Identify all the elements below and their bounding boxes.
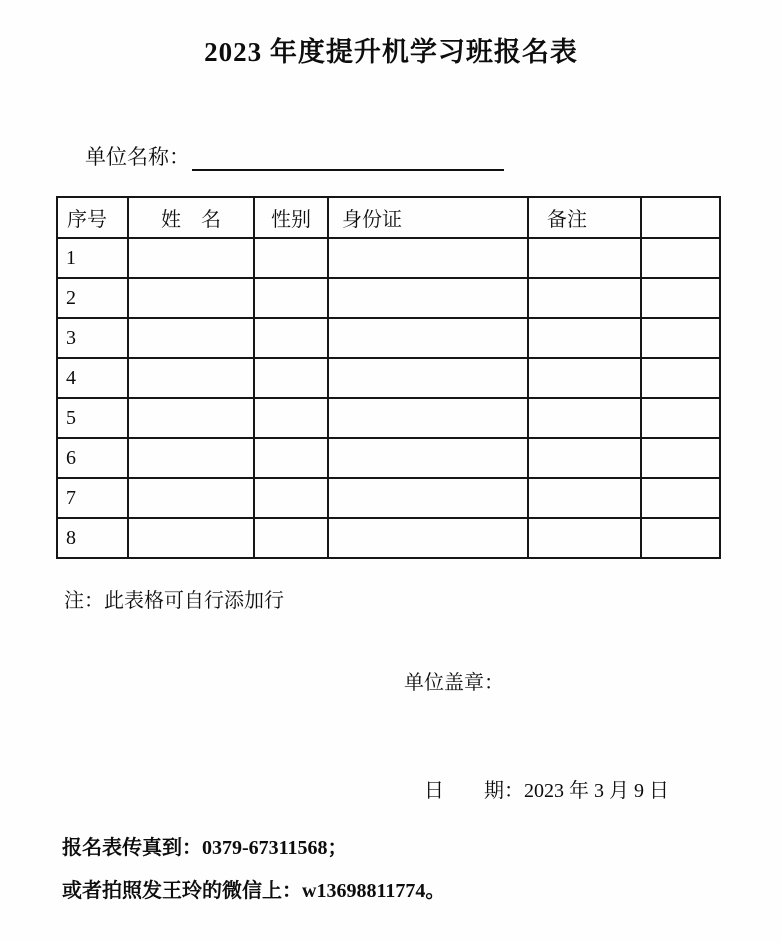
empty-data-cell: [641, 478, 720, 518]
empty-data-cell: [128, 518, 254, 558]
table-row: [57, 438, 720, 478]
row-number-cell: 4: [57, 358, 128, 398]
empty-data-cell: [128, 278, 254, 318]
empty-data-cell: [528, 238, 641, 278]
empty-data-cell: [528, 278, 641, 318]
empty-data-cell: [641, 238, 720, 278]
table-row: [57, 518, 720, 558]
table-row: [57, 238, 720, 278]
unit-name-row: [64, 116, 504, 196]
column-header-3: 身份证: [328, 197, 528, 238]
empty-data-cell: [328, 238, 528, 278]
empty-data-cell: [641, 318, 720, 358]
row-number-cell: 2: [57, 278, 128, 318]
empty-data-cell: [641, 398, 720, 438]
empty-data-cell: [128, 478, 254, 518]
empty-data-cell: [641, 278, 720, 318]
empty-data-cell: [254, 278, 328, 318]
column-header-0: 序号: [57, 197, 128, 238]
row-number-cell: 8: [57, 518, 128, 558]
table-row: [57, 398, 720, 438]
wechat-contact-line: 或者拍照发王玲的微信上：w13698811774。: [62, 880, 446, 902]
table-row: [57, 358, 720, 398]
empty-data-cell: [328, 518, 528, 558]
empty-data-cell: [528, 478, 641, 518]
empty-data-cell: [328, 398, 528, 438]
date-value: 2023 年 3 月 9 日: [524, 780, 669, 802]
column-header-2: 性别: [254, 197, 328, 238]
empty-data-cell: [128, 358, 254, 398]
empty-data-cell: [328, 478, 528, 518]
table-row: [57, 278, 720, 318]
unit-name-blank-field: [192, 145, 504, 171]
date-label: 日 期：: [424, 780, 524, 802]
unit-name-label: 单位名称：: [85, 145, 190, 169]
empty-data-cell: [254, 518, 328, 558]
row-number-cell: 1: [57, 238, 128, 278]
unit-seal-label: 单位盖章：: [404, 672, 504, 694]
empty-data-cell: [528, 398, 641, 438]
fax-contact-line: 报名表传真到：0379-67311568；: [62, 837, 348, 859]
table-body: [57, 238, 720, 558]
empty-data-cell: [328, 438, 528, 478]
empty-data-cell: [128, 438, 254, 478]
empty-data-cell: [641, 358, 720, 398]
empty-data-cell: [328, 358, 528, 398]
column-header-5: [641, 197, 720, 238]
empty-data-cell: [641, 518, 720, 558]
signup-table: [56, 196, 721, 559]
row-number-cell: 3: [57, 318, 128, 358]
empty-data-cell: [641, 438, 720, 478]
column-header-4: 备注: [528, 197, 641, 238]
empty-data-cell: [528, 438, 641, 478]
page-title: 2023 年度提升机学习班报名表: [204, 37, 578, 67]
table-note: 注：此表格可自行添加行: [64, 590, 284, 612]
empty-data-cell: [528, 318, 641, 358]
empty-data-cell: [528, 518, 641, 558]
table-row: [57, 318, 720, 358]
empty-data-cell: [254, 238, 328, 278]
row-number-cell: 7: [57, 478, 128, 518]
date-row: [404, 751, 669, 826]
empty-data-cell: [254, 318, 328, 358]
empty-data-cell: [128, 318, 254, 358]
empty-data-cell: [128, 398, 254, 438]
empty-data-cell: [254, 438, 328, 478]
row-number-cell: 6: [57, 438, 128, 478]
empty-data-cell: [254, 358, 328, 398]
empty-data-cell: [328, 278, 528, 318]
table-header-row: [57, 197, 720, 238]
empty-data-cell: [128, 238, 254, 278]
empty-data-cell: [254, 398, 328, 438]
table-row: [57, 478, 720, 518]
row-number-cell: 5: [57, 398, 128, 438]
column-header-1: 姓 名: [128, 197, 254, 238]
empty-data-cell: [528, 358, 641, 398]
empty-data-cell: [254, 478, 328, 518]
empty-data-cell: [328, 318, 528, 358]
